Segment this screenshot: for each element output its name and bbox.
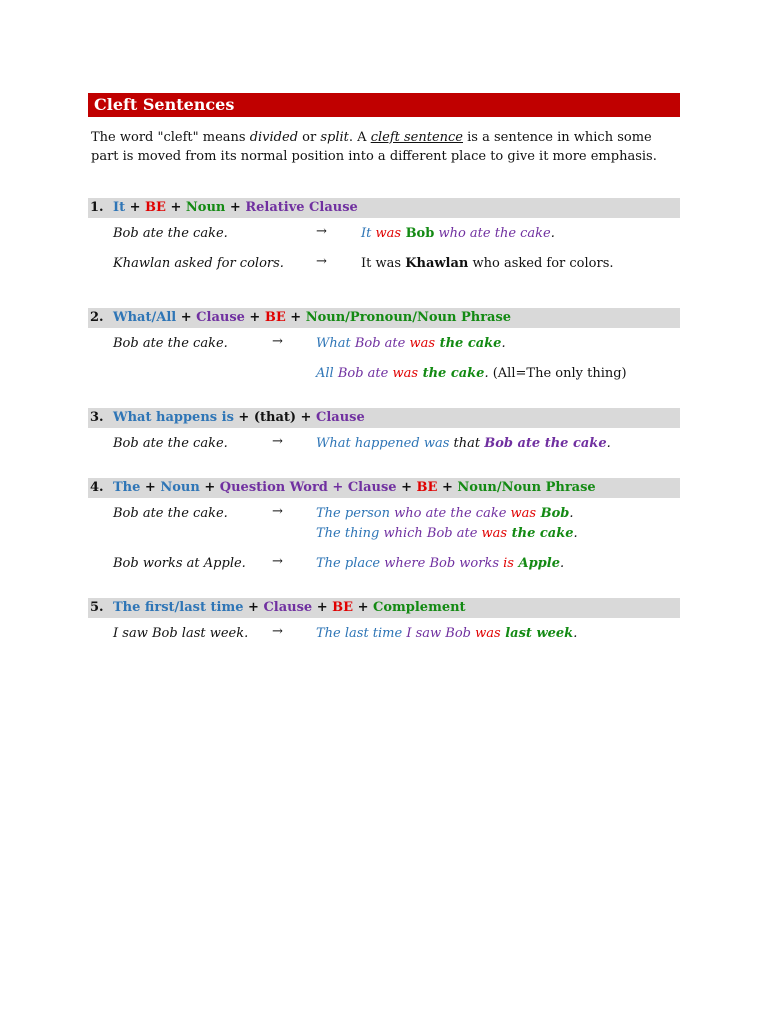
example-cleft: The place where Bob works is Apple.: [316, 556, 565, 571]
example-row: [88, 498, 680, 548]
formula-part: Clause: [196, 310, 245, 325]
formula-part: BE: [145, 200, 166, 215]
example-row: [88, 218, 680, 248]
formula-plus: +: [176, 310, 197, 325]
example-cleft: What happened was that Bob ate the cake.: [316, 436, 611, 451]
arrow-icon: →: [272, 504, 283, 519]
example-original: Bob ate the cake.: [113, 436, 228, 451]
formula-part: Noun: [160, 480, 200, 495]
formula-plus: +: [244, 310, 265, 325]
formula-part: (that): [253, 410, 297, 425]
formula-plus: +: [165, 200, 186, 215]
example-row: [88, 248, 680, 278]
formula-plus: +: [437, 480, 458, 495]
intro-text: . A: [348, 130, 371, 145]
formula-part: The: [113, 480, 141, 495]
formula-part: It: [113, 200, 126, 215]
arrow-icon: →: [272, 434, 283, 449]
section-number: 3.: [90, 410, 104, 425]
intro-cleft-sentence: cleft sentence: [370, 130, 463, 145]
section-5: [88, 598, 680, 648]
formula-part: The first/last time: [113, 600, 244, 615]
example-cleft: All Bob ate was the cake. (All=The only thing): [316, 366, 627, 381]
example-original: I saw Bob last week.: [113, 626, 249, 641]
example-row: [88, 618, 680, 648]
section-number: 4.: [90, 480, 104, 495]
arrow-icon: →: [316, 254, 327, 269]
example-original: Bob ate the cake.: [113, 336, 228, 351]
formula-plus: +: [225, 200, 246, 215]
arrow-icon: →: [272, 554, 283, 569]
formula-plus: +: [233, 410, 254, 425]
section-2-header: [88, 308, 680, 328]
formula-part: BE: [416, 480, 438, 495]
example-original: Bob ate the cake.: [113, 506, 228, 521]
section-4: [88, 478, 680, 578]
example-row: [88, 328, 680, 358]
section-3: [88, 408, 680, 458]
example-original: Bob ate the cake.: [113, 226, 228, 241]
formula-plus: +: [296, 410, 316, 425]
worksheet: [88, 93, 680, 648]
section-3-header: [88, 408, 680, 428]
formula-part: BE: [264, 310, 286, 325]
section-number: 5.: [90, 600, 104, 615]
intro-divided: divided: [249, 130, 299, 145]
intro-text: The word "cleft" means: [91, 130, 250, 145]
section-5-header: [88, 598, 680, 618]
formula-part: What happens is: [113, 410, 234, 425]
formula-plus: +: [140, 480, 161, 495]
example-row: [88, 428, 680, 458]
formula-plus: +: [312, 600, 333, 615]
formula-plus: +: [125, 200, 146, 215]
formula-part: Clause: [263, 600, 313, 615]
formula-plus: +: [353, 600, 373, 615]
formula-part: Complement: [373, 600, 466, 615]
formula-part: Noun/Noun Phrase: [457, 480, 596, 495]
formula-plus: +: [243, 600, 264, 615]
formula-plus: +: [396, 480, 417, 495]
example-cleft: It was Bob who ate the cake.: [361, 226, 555, 241]
example-original: Khawlan asked for colors.: [113, 256, 284, 271]
section-1-header: [88, 198, 680, 218]
example-cleft: What Bob ate was the cake.: [316, 336, 506, 351]
section-4-header: [88, 478, 680, 498]
formula-plus: +: [199, 480, 220, 495]
formula-part: Clause: [315, 410, 365, 425]
arrow-icon: →: [272, 334, 283, 349]
formula-part: BE: [332, 600, 354, 615]
example-original: Bob works at Apple.: [113, 556, 246, 571]
formula-part: What/All: [113, 310, 177, 325]
arrow-icon: →: [316, 224, 327, 239]
section-number: 2.: [90, 310, 104, 325]
example-row: [88, 548, 680, 578]
arrow-icon: →: [272, 624, 283, 639]
example-cleft: It was Khawlan who asked for colors.: [361, 256, 614, 271]
example-row: [88, 358, 680, 388]
example-cleft: The person who ate the cake was Bob.: [316, 506, 574, 521]
formula-plus: +: [285, 310, 306, 325]
formula-part: Question Word + Clause: [219, 480, 397, 495]
page-title: Cleft Sentences: [88, 93, 680, 117]
intro-split: split: [320, 130, 349, 145]
intro-text: or: [298, 130, 321, 145]
example-cleft: The thing which Bob ate was the cake.: [316, 526, 578, 541]
formula-part: Relative Clause: [245, 200, 358, 215]
section-number: 1.: [90, 200, 104, 215]
example-cleft: The last time I saw Bob was last week.: [316, 626, 578, 641]
section-1: [88, 198, 680, 278]
intro-paragraph: [88, 128, 681, 166]
section-2: [88, 308, 680, 388]
formula-part: Noun: [185, 200, 226, 215]
intro-text: is a sentence in which some part is moved from its normal position into a different place to give it more emphasis.: [91, 130, 657, 164]
formula-part: Noun/Pronoun/Noun Phrase: [305, 310, 512, 325]
